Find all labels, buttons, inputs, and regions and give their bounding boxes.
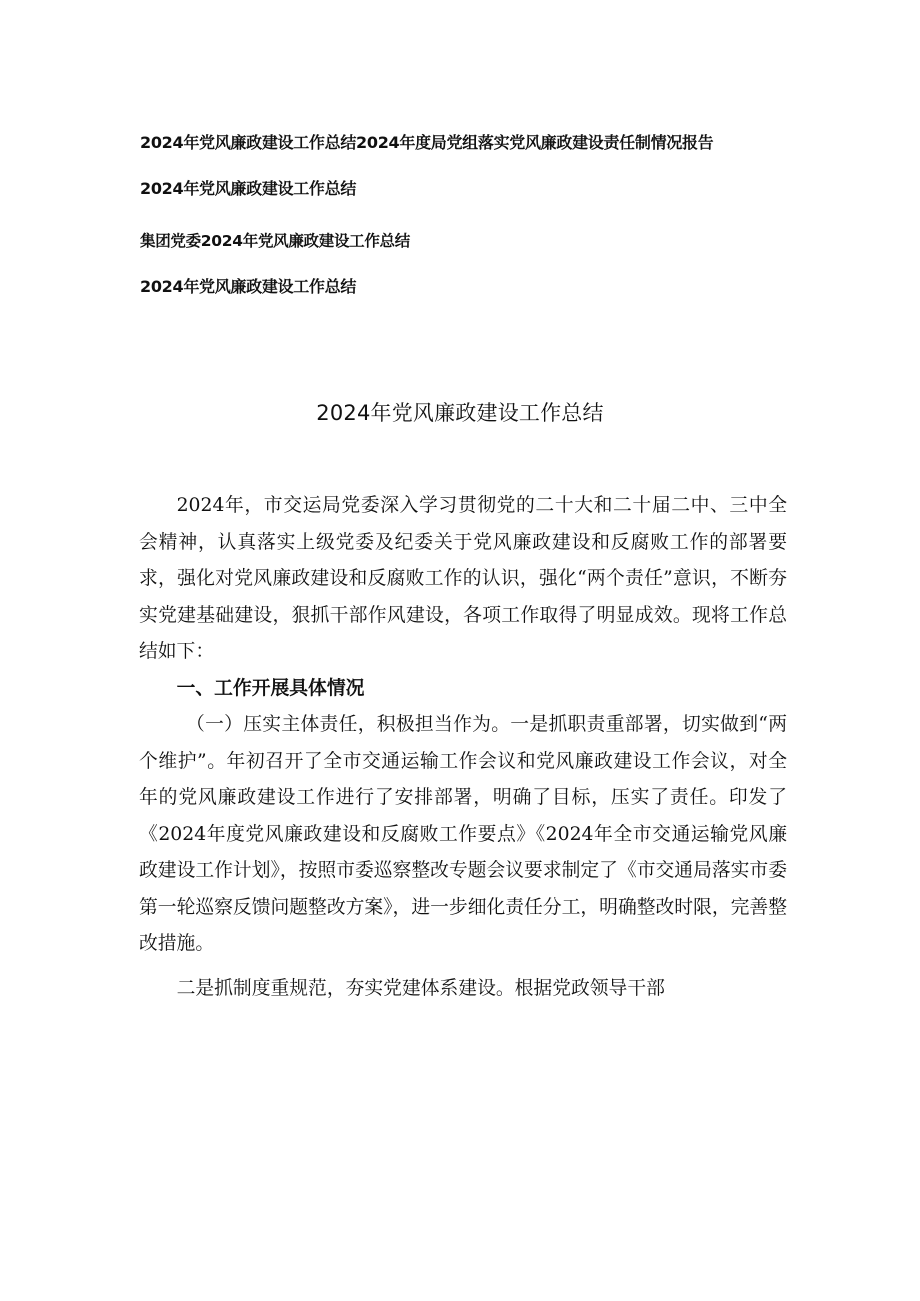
section-paragraph: 二是抓制度重规范，夯实党建体系建设。根据党政领导干部 [176, 977, 665, 999]
toc-item[interactable]: 2024年党风廉政建设工作总结 [140, 179, 357, 198]
toc-item[interactable]: 2024年党风廉政建设工作总结2024年度局党组落实党风廉政建设责任制情况报告 [140, 133, 714, 152]
toc-item[interactable]: 集团党委2024年党风廉政建设工作总结 [140, 232, 410, 250]
toc-item[interactable]: 2024年党风廉政建设工作总结 [140, 277, 357, 296]
section-paragraph: （一）压实主体责任，积极担当作为。一是抓职责重部署，切实做到“两个维护”。年初召开了全市交通运输工作会议和党风廉政建设工作会议，对全年的党风廉政建设工作进行了安排部署，明确了目标，压实了责任。印发了《2024年度党风廉政建设和反腐败工作要点》《2024年全市交通运输党风廉政建设工作计划》，按照市委巡察整改专题会议要求制定了《市交通局落实市委第一轮巡察反馈问题整改方案》，进一步细化责任分工，明确整改时限，完善整改措施。 [139, 714, 787, 954]
document-title: 2024年党风廉政建设工作总结 [316, 401, 604, 425]
document-body [139, 488, 787, 1007]
section-heading: 一、工作开展具体情况 [176, 677, 365, 699]
intro-paragraph: 2024年，市交运局党委深入学习贯彻党的二十大和二十届二中、三中全会精神，认真落实上级党委及纪委关于党风廉政建设和反腐败工作的部署要求，强化对党风廉政建设和反腐败工作的认识，强化“两个责任”意识，不断夯实党建基础建设，狠抓干部作风建设，各项工作取得了明显成效。现将工作总结如下： [139, 495, 787, 662]
